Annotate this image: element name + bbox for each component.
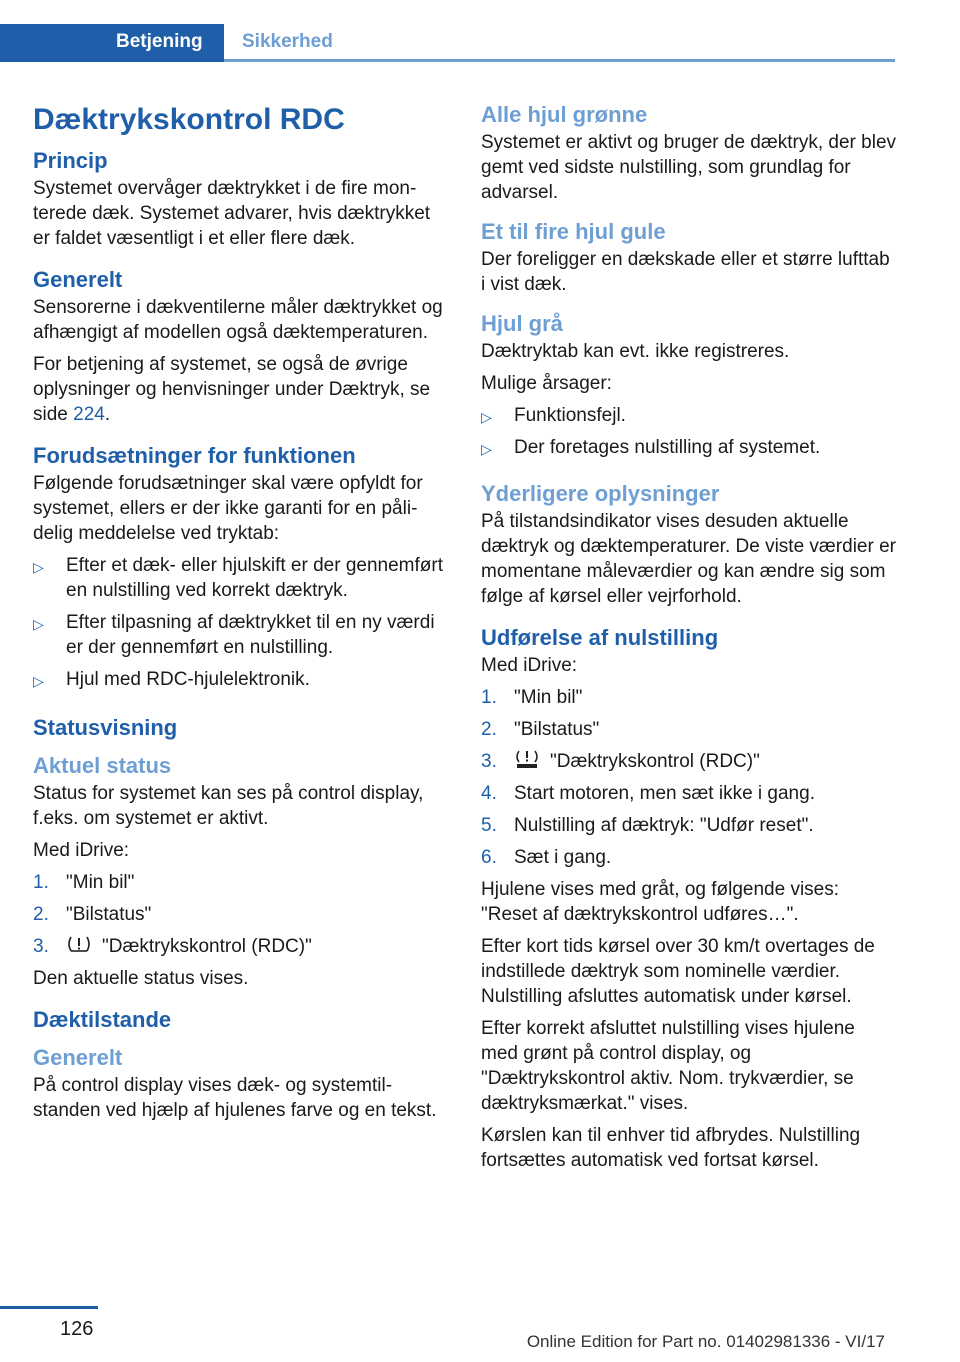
step-item [481, 749, 896, 781]
generelt-text-1: Sensorerne i dækventilerne måler dæktrykket og afhængigt af modellen også dæktemperaturen. [33, 297, 443, 343]
generelt-text-2-end: . [104, 404, 111, 425]
step-item [33, 902, 448, 934]
groenne-text: Systemet er aktivt og bruger de dæktryk, der blev gemt ved sidste nulstilling, som grundlag for advarsel. [481, 132, 897, 203]
heading-alle-hjul-groenne: Alle hjul grønne [481, 102, 648, 127]
triangle-bullet-icon: ▷ [481, 409, 492, 425]
page-title: Dæktrykskontrol RDC [33, 103, 345, 136]
list-item-text: Der foretages nulstilling af systemet. [514, 437, 821, 458]
step-item [481, 781, 896, 813]
heading-hjul-graa: Hjul grå [481, 311, 563, 336]
step-number: 5. [481, 815, 497, 836]
edition-note: Online Edition for Part no. 01402981336 - VI/17 [526, 1332, 885, 1351]
step-item [481, 685, 896, 717]
left-column [33, 100, 448, 1130]
footer-rule [0, 1306, 98, 1309]
heading-statusvisning: Statusvisning [33, 715, 178, 740]
step-text: Nulstilling af dæktryk: "Udfør reset". [514, 815, 814, 836]
page-number: 126 [60, 1318, 94, 1340]
step-text: "Dæktrykskontrol (RDC)" [102, 936, 312, 957]
gule-text: Der foreligger en dækskade eller et større lufttab i vist dæk. [481, 249, 890, 295]
triangle-bullet-icon: ▷ [33, 559, 44, 575]
page-header [0, 24, 895, 62]
step-text: "Min bil" [66, 872, 135, 893]
udfoerelse-text-1: Hjulene vises med gråt, og følgende vises: "Reset af dæktrykskontrol udføres…". [481, 879, 840, 925]
step-number: 2. [481, 719, 497, 740]
list-item [33, 667, 448, 699]
list-item-text: Efter tilpasning af dæktrykket til en ny værdi er der gennemført en nulstilling. [66, 612, 435, 658]
heading-generelt: Generelt [33, 267, 123, 292]
heading-hjul-gule: Et til fire hjul gule [481, 219, 666, 244]
step-item [481, 813, 896, 845]
graa-list [481, 403, 896, 467]
step-item [481, 717, 896, 749]
udfoerelse-text-3: Efter korrekt afsluttet nulstilling vises hjulene med grønt på control display, og "Dæktrykskontrol aktiv. Nom. trykværdier, se dæktryksmærkat." vises. [481, 1018, 855, 1114]
tab-sikkerhed[interactable]: Sikkerhed [242, 31, 333, 52]
list-item [33, 553, 448, 610]
step-number: 4. [481, 783, 497, 804]
triangle-bullet-icon: ▷ [481, 441, 492, 457]
step-number: 1. [481, 687, 497, 708]
right-column [481, 100, 896, 1180]
heading-udfoerelse: Udførelse af nulstilling [481, 625, 719, 650]
generelt-2-text: På control display vises dæk- og systemtilstanden ved hjælp af hjulenes farve og en tekst. [33, 1075, 437, 1121]
princip-text: Systemet overvåger dæktrykket i de fire monterede dæk. Systemet advarer, hvis dæktrykket er faldet væsentligt i et eller flere dæk. [33, 178, 431, 249]
step-number: 2. [33, 904, 49, 925]
graa-text-1: Dæktryktab kan evt. ikke registreres. [481, 341, 790, 362]
step-number: 6. [481, 847, 497, 868]
generelt-text-2-body: For betjening af systemet, se også de øvrige oplysninger og henvisninger under Dæktryk, se side [33, 354, 431, 425]
udfoerelse-text-2: Efter kort tids kørsel over 30 km/t overtages de indstillede dæktryk som nominelle værdier. Nulstilling afsluttes automatisk under kørsel. [481, 936, 875, 1007]
triangle-bullet-icon: ▷ [33, 673, 44, 689]
step-text: "Bilstatus" [514, 719, 600, 740]
step-text: Start motoren, men sæt ikke i gang. [514, 783, 815, 804]
heading-yderligere: Yderligere oplysninger [481, 481, 720, 506]
aktuel-text-1: Status for systemet kan ses på control display, f.eks. om systemet er aktivt. [33, 783, 424, 829]
step-text: "Bilstatus" [66, 904, 152, 925]
aktuel-steps [33, 870, 448, 966]
heading-forudsaetninger: Forudsætninger for funktionen [33, 443, 356, 468]
step-number: 3. [481, 751, 497, 772]
aktuel-text-2: Med iDrive: [33, 840, 130, 861]
list-item-text: Hjul med RDC-hjulelektronik. [66, 669, 310, 690]
forudsaetninger-list [33, 553, 448, 699]
tire-pressure-warning-icon [66, 934, 92, 954]
list-item [33, 610, 448, 667]
heading-daektilstande: Dæktilstande [33, 1007, 172, 1032]
step-item [33, 934, 448, 966]
list-item-text: Funktionsfejl. [514, 405, 626, 426]
step-text: Sæt i gang. [514, 847, 612, 868]
udfoerelse-text: Med iDrive: [481, 655, 578, 676]
step-item [481, 845, 896, 877]
heading-princip: Princip [33, 148, 108, 173]
udfoerelse-text-4: Kørslen kan til enhver tid afbrydes. Nulstilling fortsættes automatisk ved fortsat kørsel. [481, 1125, 861, 1171]
graa-text-2: Mulige årsager: [481, 373, 612, 394]
step-item [33, 870, 448, 902]
yderligere-text: På tilstandsindikator vises desuden aktuelle dæktryk og dæktemperaturer. De viste værdier er momentane måleværdier og kan ændre sig som følge af kørsel eller vejrforhold. [481, 511, 896, 607]
aktuel-text-3: Den aktuelle status vises. [33, 968, 249, 989]
page-link-224[interactable]: 224 [73, 404, 105, 425]
udfoerelse-steps [481, 685, 896, 877]
heading-aktuel-status: Aktuel status [33, 753, 172, 778]
step-text: "Min bil" [514, 687, 583, 708]
heading-generelt-2: Generelt [33, 1045, 123, 1070]
step-text: "Dæktrykskontrol (RDC)" [550, 751, 760, 772]
tire-pressure-reset-icon [514, 749, 540, 769]
step-number: 1. [33, 872, 49, 893]
list-item [481, 403, 896, 435]
generelt-text-2 [33, 352, 448, 427]
list-item [481, 435, 896, 467]
triangle-bullet-icon: ▷ [33, 616, 44, 632]
forudsaetninger-text: Følgende forudsætninger skal være opfyldt for systemet, ellers er der ikke garanti for en pålidelig meddelelse ved tryktab: [33, 473, 423, 544]
header-rule [224, 59, 895, 62]
tab-betjening[interactable]: Betjening [116, 31, 203, 52]
step-number: 3. [33, 936, 49, 957]
list-item-text: Efter et dæk- eller hjulskift er der gennemført en nulstilling ved korrekt dæktryk. [66, 555, 443, 601]
